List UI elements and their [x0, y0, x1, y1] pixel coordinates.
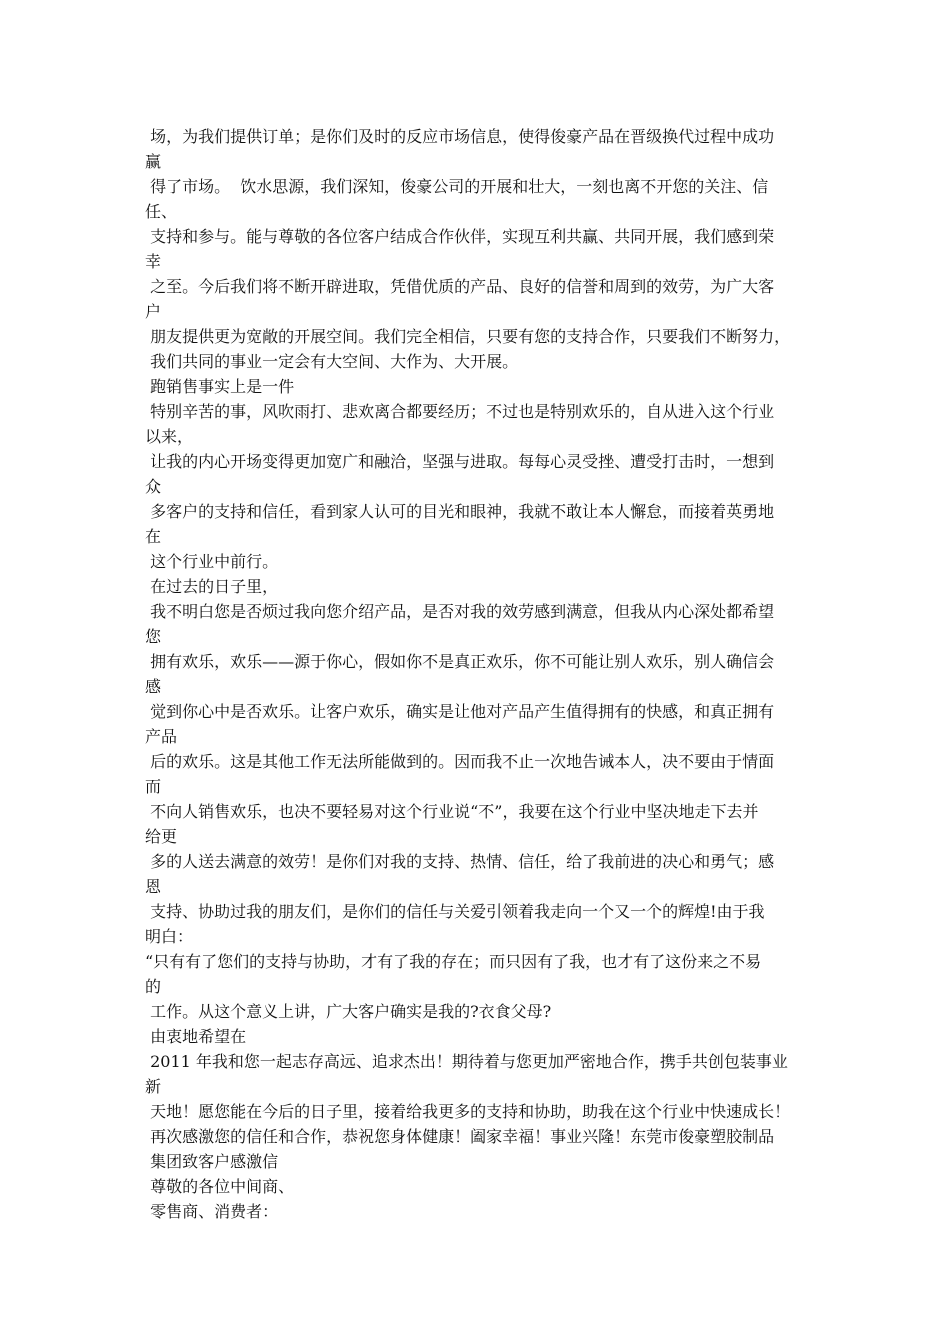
- text-line: 工作。从这个意义上讲，广大客户确实是我的?衣食父母?: [145, 1002, 552, 1021]
- text-line: 由衷地希望在: [145, 1027, 247, 1046]
- text-line: 之至。今后我们将不断开辟进取，凭借优质的产品、良好的信誉和周到的效劳，为广大客: [145, 277, 775, 296]
- text-line: 恩: [145, 877, 162, 896]
- letter-body: [145, 124, 815, 1224]
- text-line: 支持、协助过我的朋友们，是你们的信任与关爱引领着我走向一个又一个的辉煌!由于我: [145, 902, 765, 921]
- text-line: 户: [145, 302, 162, 321]
- text-line: 零售商、消费者：: [145, 1202, 279, 1221]
- text-line: 再次感激您的信任和合作，恭祝您身体健康！阖家幸福！事业兴隆！东莞市俊豪塑胶制品: [145, 1127, 775, 1146]
- text-line: 后的欢乐。这是其他工作无法所能做到的。因而我不止一次地告诫本人，决不要由于情面: [145, 752, 775, 771]
- text-line: 我不明白您是否烦过我向您介绍产品，是否对我的效劳感到满意，但我从内心深处都希望: [145, 602, 775, 621]
- text-line: 2011 年我和您一起志存高远、追求杰出！期待着与您更加严密地合作，携手共创包装事业: [145, 1052, 788, 1071]
- text-line: 以来，: [145, 427, 194, 446]
- text-line: 多的人送去满意的效劳！是你们对我的支持、热情、信任，给了我前进的决心和勇气；感: [145, 852, 775, 871]
- text-line: 您: [145, 627, 162, 646]
- text-line: “只有有了您们的支持与协助，才有了我的存在；而只因有了我，也才有了这份来之不易: [145, 952, 762, 971]
- text-line: 多客户的支持和信任，看到家人认可的目光和眼神，我就不敢让本人懈怠，而接着英勇地: [145, 502, 775, 521]
- text-line: 产品: [145, 727, 178, 746]
- text-line: 的: [145, 977, 162, 996]
- text-line: 让我的内心开场变得更加宽广和融洽，坚强与进取。每每心灵受挫、遭受打击时，一想到: [145, 452, 775, 471]
- text-line: 众: [145, 477, 162, 496]
- text-line: 不向人销售欢乐，也决不要轻易对这个行业说“不”，我要在这个行业中坚决地走下去并: [145, 802, 759, 821]
- text-line: 在过去的日子里，: [145, 577, 279, 596]
- text-line: 跑销售事实上是一件: [145, 377, 295, 396]
- text-line: 集团致客户感激信: [145, 1152, 279, 1171]
- text-line: 天地！愿您能在今后的日子里，接着给我更多的支持和协助，助我在这个行业中快速成长！: [145, 1102, 791, 1121]
- text-line: 感: [145, 677, 162, 696]
- text-line: 特别辛苦的事，风吹雨打、悲欢离合都要经历；不过也是特别欢乐的，自从进入这个行业: [145, 402, 775, 421]
- text-line: 这个行业中前行。: [145, 552, 279, 571]
- text-line: 朋友提供更为宽敞的开展空间。我们完全相信，只要有您的支持合作，只要我们不断努力，: [145, 327, 791, 346]
- text-line: 得了市场。 饮水思源，我们深知，俊豪公司的开展和壮大，一刻也离不开您的关注、信: [145, 177, 769, 196]
- text-line: 任、: [145, 202, 178, 221]
- text-line: 赢: [145, 152, 162, 171]
- text-line: 场，为我们提供订单；是你们及时的反应市场信息，使得俊豪产品在晋级换代过程中成功: [145, 127, 775, 146]
- text-line: 幸: [145, 252, 162, 271]
- text-line: 而: [145, 777, 162, 796]
- text-line: 尊敬的各位中间商、: [145, 1177, 295, 1196]
- text-line: 明白：: [145, 927, 194, 946]
- text-line: 拥有欢乐，欢乐——源于你心，假如你不是真正欢乐，你不可能让别人欢乐，别人确信会: [145, 652, 775, 671]
- text-line: 我们共同的事业一定会有大空间、大作为、大开展。: [145, 352, 519, 371]
- text-line: 新: [145, 1077, 162, 1096]
- text-line: 在: [145, 527, 162, 546]
- text-line: 觉到你心中是否欢乐。让客户欢乐，确实是让他对产品产生值得拥有的快感，和真正拥有: [145, 702, 775, 721]
- text-line: 支持和参与。能与尊敬的各位客户结成合作伙伴，实现互利共赢、共同开展，我们感到荣: [145, 227, 775, 246]
- text-line: 给更: [145, 827, 178, 846]
